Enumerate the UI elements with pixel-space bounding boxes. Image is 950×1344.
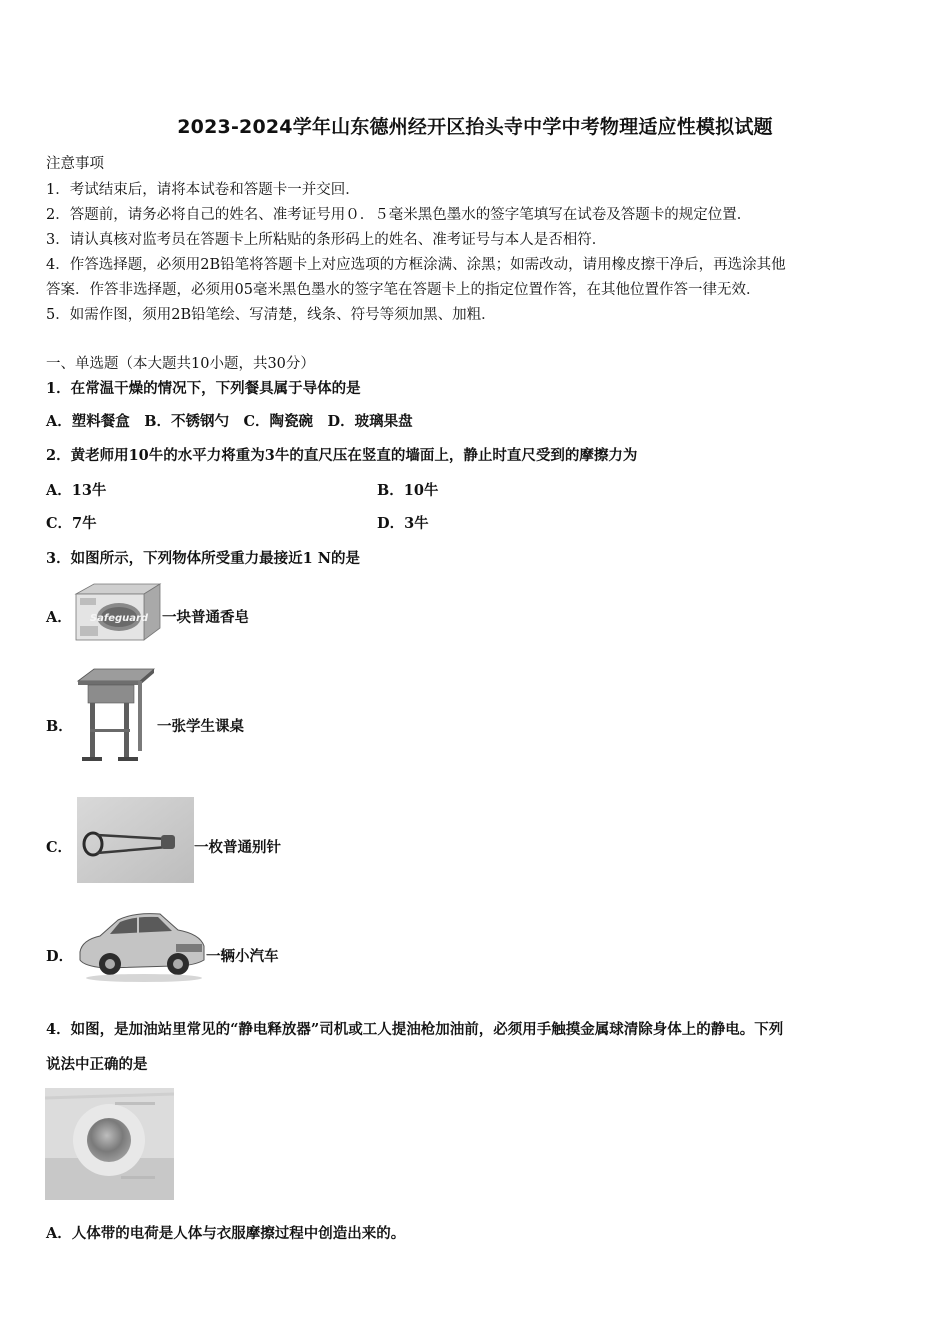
notice-item-4: 4．作答选择题，必须用2B铅笔将答题卡上对应选项的方框涂满、涂黑；如需改动，请用橡皮擦干净后，再选涂其他 — [46, 257, 786, 273]
q3-option-d-text: 一辆小汽车 — [206, 948, 279, 965]
soap-image — [72, 580, 162, 645]
desk-image — [76, 667, 156, 767]
q4-option-a: A．人体带的电荷是人体与衣服摩擦过程中创造出来的。 — [46, 1225, 406, 1242]
notice-item-1: 1．考试结束后，请将本试卷和答题卡一并交回． — [46, 182, 360, 198]
notice-item-4-cont: 答案．作答非选择题，必须用05毫米黑色墨水的签字笔在答题卡上的指定位置作答，在其他位置作答一律无效． — [46, 282, 761, 298]
notice-item-5: 5．如需作图，须用2B铅笔绘、写清楚，线条、符号等须加黑、加粗． — [46, 307, 496, 323]
q2-option-d: D．3牛 — [377, 515, 429, 532]
q2-option-c: C．7牛 — [46, 515, 97, 532]
q3-option-a-label: A． — [46, 609, 72, 626]
q1-options: A．塑料餐盒 B．不锈钢勺 C．陶瓷碗 D．玻璃果盘 — [46, 413, 413, 430]
notice-item-2: 2．答题前，请务必将自己的姓名、准考证号用０．５毫米黑色墨水的签字笔填写在试卷及答题卡的规定位置． — [46, 207, 752, 223]
section-heading: 一、单选题（本大题共10小题，共30分） — [46, 356, 315, 372]
static-discharger-image — [45, 1088, 174, 1200]
page-title: 2023-2024学年山东德州经开区抬头寺中学中考物理适应性模拟试题 — [177, 116, 773, 138]
q4-stem-line1: 4．如图，是加油站里常见的“静电释放器”司机或工人提油枪加油前，必须用手触摸金属球清除身体上的静电。下列 — [46, 1021, 784, 1038]
q3-option-c-text: 一枚普通别针 — [194, 839, 281, 856]
q3-option-c-label: C． — [46, 839, 73, 856]
notice-item-3: 3．请认真核对监考员在答题卡上所粘贴的条形码上的姓名、准考证号与本人是否相符． — [46, 232, 607, 248]
q2-stem: 2．黄老师用10牛的水平力将重为3牛的直尺压在竖直的墙面上，静止时直尺受到的摩擦力为 — [46, 447, 638, 464]
q2-option-a: A．13牛 — [46, 482, 107, 499]
q4-stem-line2: 说法中正确的是 — [46, 1056, 148, 1073]
soap-brand-text: Safeguard — [89, 613, 149, 624]
q3-stem: 3．如图所示，下列物体所受重力最接近1 N的是 — [46, 550, 360, 567]
q3-option-b-label: B． — [46, 718, 73, 735]
notice-heading: 注意事项 — [46, 156, 104, 172]
safety-pin-image — [77, 797, 194, 883]
q3-option-d-label: D． — [46, 948, 74, 965]
car-image — [74, 906, 208, 984]
q1-stem: 1．在常温干燥的情况下，下列餐具属于导体的是 — [46, 380, 361, 397]
q3-option-b-text: 一张学生课桌 — [157, 718, 244, 735]
q2-option-b: B．10牛 — [377, 482, 439, 499]
q3-option-a-text: 一块普通香皂 — [162, 609, 249, 626]
